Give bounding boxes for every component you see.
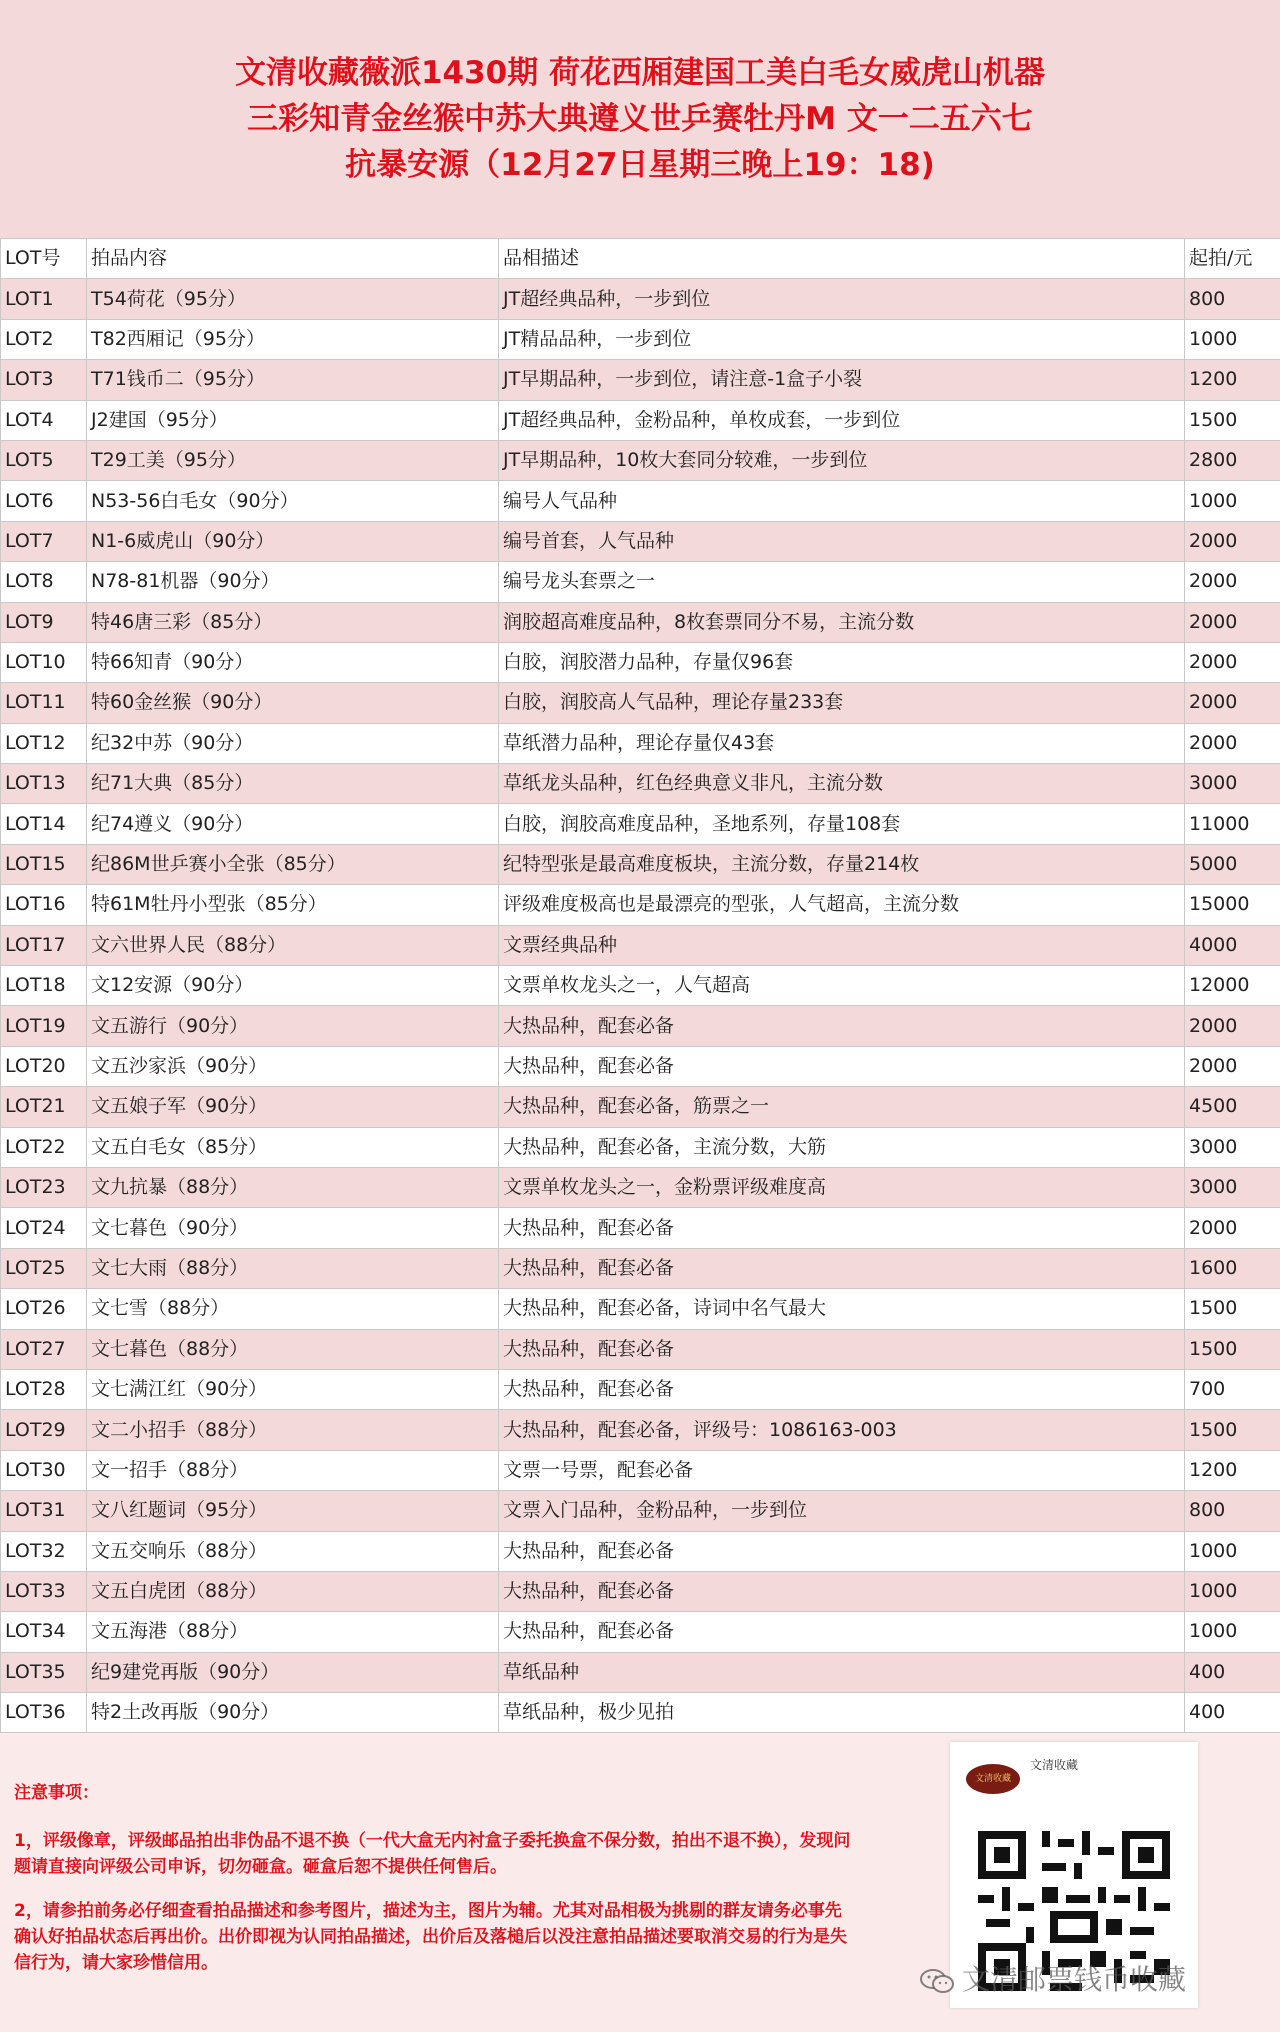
table-header-row	[1, 239, 1280, 279]
start-price: 1500	[1185, 1329, 1280, 1369]
table-row	[1, 440, 1280, 480]
item-name: 特61M牡丹小型张（85分）	[87, 885, 499, 925]
item-name: 特66知青（90分）	[87, 642, 499, 682]
start-price: 700	[1185, 1369, 1280, 1409]
condition-description: 白胶，润胶潜力品种，存量仅96套	[499, 642, 1185, 682]
auction-lot-table	[0, 238, 1280, 1733]
lot-number: LOT27	[1, 1329, 87, 1369]
condition-description: JT早期品种，10枚大套同分较难，一步到位	[499, 440, 1185, 480]
start-price: 1000	[1185, 1612, 1280, 1652]
table-row	[1, 521, 1280, 561]
start-price: 800	[1185, 1491, 1280, 1531]
table-row	[1, 966, 1280, 1006]
item-name: 文六世界人民（88分）	[87, 925, 499, 965]
start-price: 2000	[1185, 521, 1280, 561]
lot-number: LOT21	[1, 1087, 87, 1127]
table-row	[1, 360, 1280, 400]
lot-number: LOT30	[1, 1450, 87, 1490]
item-name: T71钱币二（95分）	[87, 360, 499, 400]
item-name: 文五游行（90分）	[87, 1006, 499, 1046]
item-name: 文七满江红（90分）	[87, 1369, 499, 1409]
lot-number: LOT24	[1, 1208, 87, 1248]
start-price: 4500	[1185, 1087, 1280, 1127]
condition-description: JT精品品种，一步到位	[499, 319, 1185, 359]
item-name: 文五白虎团（88分）	[87, 1571, 499, 1611]
item-name: J2建国（95分）	[87, 400, 499, 440]
item-name: 纪9建党再版（90分）	[87, 1652, 499, 1692]
item-name: 特46唐三彩（85分）	[87, 602, 499, 642]
lot-number: LOT19	[1, 1006, 87, 1046]
start-price: 1000	[1185, 1571, 1280, 1611]
lot-number: LOT15	[1, 844, 87, 884]
condition-description: 草纸潜力品种，理论存量仅43套	[499, 723, 1185, 763]
table-row	[1, 602, 1280, 642]
condition-description: 大热品种，配套必备	[499, 1369, 1185, 1409]
title-line-2: 三彩知青金丝猴中苏大典遵义世乒赛牡丹M 文一二五六七	[247, 101, 1033, 137]
lot-number: LOT26	[1, 1289, 87, 1329]
item-name: 文12安源（90分）	[87, 966, 499, 1006]
condition-description: 文票单枚龙头之一，人气超高	[499, 966, 1185, 1006]
start-price: 1600	[1185, 1248, 1280, 1288]
condition-description: 评级难度极高也是最漂亮的型张，人气超高，主流分数	[499, 885, 1185, 925]
table-row	[1, 925, 1280, 965]
item-name: 文七雪（88分）	[87, 1289, 499, 1329]
item-name: 纪32中苏（90分）	[87, 723, 499, 763]
item-name: 特60金丝猴（90分）	[87, 683, 499, 723]
condition-description: 润胶超高难度品种，8枚套票同分不易，主流分数	[499, 602, 1185, 642]
lot-number: LOT32	[1, 1531, 87, 1571]
lot-number: LOT22	[1, 1127, 87, 1167]
lot-number: LOT9	[1, 602, 87, 642]
page-header	[0, 0, 1280, 238]
start-price: 1000	[1185, 1531, 1280, 1571]
column-header-item: 拍品内容	[87, 239, 499, 279]
table-row	[1, 1208, 1280, 1248]
start-price: 3000	[1185, 764, 1280, 804]
item-name: 文一招手（88分）	[87, 1450, 499, 1490]
lot-number: LOT29	[1, 1410, 87, 1450]
lot-number: LOT16	[1, 885, 87, 925]
condition-description: 草纸龙头品种，红色经典意义非凡，主流分数	[499, 764, 1185, 804]
table-row	[1, 1652, 1280, 1692]
start-price: 5000	[1185, 844, 1280, 884]
start-price: 400	[1185, 1693, 1280, 1733]
item-name: N53-56白毛女（90分）	[87, 481, 499, 521]
item-name: N1-6威虎山（90分）	[87, 521, 499, 561]
lot-number: LOT8	[1, 562, 87, 602]
condition-description: 草纸品种	[499, 1652, 1185, 1692]
condition-description: 纪特型张是最高难度板块，主流分数，存量214枚	[499, 844, 1185, 884]
start-price: 1200	[1185, 360, 1280, 400]
start-price: 1500	[1185, 400, 1280, 440]
lot-number: LOT2	[1, 319, 87, 359]
wechat-icon	[920, 1968, 954, 1994]
table-row	[1, 481, 1280, 521]
condition-description: 文票经典品种	[499, 925, 1185, 965]
lot-number: LOT5	[1, 440, 87, 480]
item-name: 文七暮色（88分）	[87, 1329, 499, 1369]
item-name: T54荷花（95分）	[87, 279, 499, 319]
lot-number: LOT11	[1, 683, 87, 723]
lot-number: LOT1	[1, 279, 87, 319]
start-price: 2000	[1185, 562, 1280, 602]
lot-number: LOT14	[1, 804, 87, 844]
condition-description: 白胶，润胶高人气品种，理论存量233套	[499, 683, 1185, 723]
start-price: 2000	[1185, 1208, 1280, 1248]
item-name: 文五娘子军（90分）	[87, 1087, 499, 1127]
condition-description: 大热品种，配套必备，诗词中名气最大	[499, 1289, 1185, 1329]
table-row	[1, 723, 1280, 763]
start-price: 1000	[1185, 319, 1280, 359]
start-price: 3000	[1185, 1127, 1280, 1167]
condition-description: 编号龙头套票之一	[499, 562, 1185, 602]
qr-card-logo: 文清收藏	[966, 1764, 1020, 1794]
table-row	[1, 1450, 1280, 1490]
condition-description: 文票一号票，配套必备	[499, 1450, 1185, 1490]
start-price: 11000	[1185, 804, 1280, 844]
start-price: 4000	[1185, 925, 1280, 965]
condition-description: JT超经典品种，一步到位	[499, 279, 1185, 319]
notes-section	[14, 1780, 854, 1994]
table-row	[1, 400, 1280, 440]
condition-description: 大热品种，配套必备	[499, 1531, 1185, 1571]
watermark	[920, 1958, 1186, 1998]
item-name: 纪71大典（85分）	[87, 764, 499, 804]
condition-description: 大热品种，配套必备	[499, 1046, 1185, 1086]
condition-description: JT超经典品种，金粉品种，单枚成套，一步到位	[499, 400, 1185, 440]
table-row	[1, 562, 1280, 602]
item-name: 文八红题词（95分）	[87, 1491, 499, 1531]
start-price: 1500	[1185, 1289, 1280, 1329]
start-price: 2000	[1185, 642, 1280, 682]
start-price: 1000	[1185, 481, 1280, 521]
condition-description: 文票入门品种，金粉品种，一步到位	[499, 1491, 1185, 1531]
table-row	[1, 1006, 1280, 1046]
lot-number: LOT10	[1, 642, 87, 682]
title-line-3: 抗暴安源（12月27日星期三晚上19：18)	[345, 147, 935, 183]
condition-description: 大热品种，配套必备	[499, 1571, 1185, 1611]
table-row	[1, 683, 1280, 723]
condition-description: 大热品种，配套必备，主流分数，大筋	[499, 1127, 1185, 1167]
condition-description: 大热品种，配套必备	[499, 1006, 1185, 1046]
item-name: 纪86M世乒赛小全张（85分）	[87, 844, 499, 884]
condition-description: JT早期品种，一步到位，请注意-1盒子小裂	[499, 360, 1185, 400]
table-row	[1, 1410, 1280, 1450]
table-row	[1, 1289, 1280, 1329]
item-name: 纪74遵义（90分）	[87, 804, 499, 844]
condition-description: 编号首套，人气品种	[499, 521, 1185, 561]
table-row	[1, 1167, 1280, 1207]
start-price: 15000	[1185, 885, 1280, 925]
title-line-1: 文清收藏薇派1430期 荷花西厢建国工美白毛女威虎山机器	[234, 55, 1046, 91]
item-name: 文五白毛女（85分）	[87, 1127, 499, 1167]
item-name: 文七大雨（88分）	[87, 1248, 499, 1288]
table-row	[1, 279, 1280, 319]
table-body	[1, 279, 1280, 1733]
table-row	[1, 1491, 1280, 1531]
start-price: 2000	[1185, 723, 1280, 763]
item-name: N78-81机器（90分）	[87, 562, 499, 602]
column-header-condition: 品相描述	[499, 239, 1185, 279]
lot-number: LOT7	[1, 521, 87, 561]
lot-number: LOT33	[1, 1571, 87, 1611]
table-row	[1, 1693, 1280, 1733]
start-price: 2000	[1185, 683, 1280, 723]
table-row	[1, 1248, 1280, 1288]
table-row	[1, 1369, 1280, 1409]
start-price: 400	[1185, 1652, 1280, 1692]
lot-number: LOT4	[1, 400, 87, 440]
item-name: 文五交响乐（88分）	[87, 1531, 499, 1571]
table-row	[1, 1046, 1280, 1086]
condition-description: 大热品种，配套必备	[499, 1208, 1185, 1248]
condition-description: 大热品种，配套必备	[499, 1329, 1185, 1369]
table-row	[1, 319, 1280, 359]
table-row	[1, 885, 1280, 925]
lot-number: LOT28	[1, 1369, 87, 1409]
qr-card-name: 文清收藏	[1030, 1758, 1079, 1772]
start-price: 1500	[1185, 1410, 1280, 1450]
lot-number: LOT6	[1, 481, 87, 521]
condition-description: 大热品种，配套必备，评级号：1086163-003	[499, 1410, 1185, 1450]
watermark-text: 文清邮票钱币收藏	[962, 1963, 1187, 1996]
start-price: 800	[1185, 279, 1280, 319]
condition-description: 草纸品种，极少见拍	[499, 1693, 1185, 1733]
item-name: T29工美（95分）	[87, 440, 499, 480]
item-name: 文七暮色（90分）	[87, 1208, 499, 1248]
table-row	[1, 764, 1280, 804]
table-row	[1, 1531, 1280, 1571]
table-row	[1, 1087, 1280, 1127]
lot-number: LOT31	[1, 1491, 87, 1531]
column-header-lot: LOT号	[1, 239, 87, 279]
condition-description: 文票单枚龙头之一，金粉票评级难度高	[499, 1167, 1185, 1207]
lot-number: LOT36	[1, 1693, 87, 1733]
condition-description: 大热品种，配套必备	[499, 1248, 1185, 1288]
start-price: 2000	[1185, 602, 1280, 642]
start-price: 2800	[1185, 440, 1280, 480]
item-name: T82西厢记（95分）	[87, 319, 499, 359]
start-price: 1200	[1185, 1450, 1280, 1490]
item-name: 文二小招手（88分）	[87, 1410, 499, 1450]
lot-number: LOT18	[1, 966, 87, 1006]
table-row	[1, 844, 1280, 884]
notes-item-2: 2，请参拍前务必仔细查看拍品描述和参考图片，描述为主，图片为辅。尤其对品相极为挑剔的群友请务必事先确认好拍品状态后再出价。出价即视为认同拍品描述，出价后及落槌后以没注意拍品描述要取消交易的行为是失信行为，请大家珍惜信用。	[14, 1901, 847, 1973]
start-price: 2000	[1185, 1006, 1280, 1046]
start-price: 12000	[1185, 966, 1280, 1006]
condition-description: 大热品种，配套必备，筋票之一	[499, 1087, 1185, 1127]
lot-number: LOT25	[1, 1248, 87, 1288]
item-name: 文九抗暴（88分）	[87, 1167, 499, 1207]
condition-description: 大热品种，配套必备	[499, 1612, 1185, 1652]
lot-number: LOT20	[1, 1046, 87, 1086]
item-name: 文五沙家浜（90分）	[87, 1046, 499, 1086]
item-name: 文五海港（88分）	[87, 1612, 499, 1652]
lot-number: LOT35	[1, 1652, 87, 1692]
table-row	[1, 1127, 1280, 1167]
lot-number: LOT17	[1, 925, 87, 965]
start-price: 3000	[1185, 1167, 1280, 1207]
notes-heading: 注意事项：	[14, 1783, 99, 1803]
condition-description: 白胶，润胶高难度品种，圣地系列，存量108套	[499, 804, 1185, 844]
table-row	[1, 804, 1280, 844]
notes-item-1: 1，评级像章，评级邮品拍出非伪品不退不换（一代大盒无内衬盒子委托换盒不保分数，拍出不退不换），发现问题请直接向评级公司申诉，切勿砸盒。砸盒后恕不提供任何售后。	[14, 1831, 851, 1877]
table-row	[1, 1571, 1280, 1611]
lot-number: LOT3	[1, 360, 87, 400]
condition-description: 编号人气品种	[499, 481, 1185, 521]
table-row	[1, 1612, 1280, 1652]
table-row	[1, 642, 1280, 682]
lot-number: LOT12	[1, 723, 87, 763]
lot-number: LOT23	[1, 1167, 87, 1207]
lot-number: LOT34	[1, 1612, 87, 1652]
table-row	[1, 1329, 1280, 1369]
start-price: 2000	[1185, 1046, 1280, 1086]
item-name: 特2土改再版（90分）	[87, 1693, 499, 1733]
column-header-start-price: 起拍/元	[1185, 239, 1280, 279]
lot-number: LOT13	[1, 764, 87, 804]
